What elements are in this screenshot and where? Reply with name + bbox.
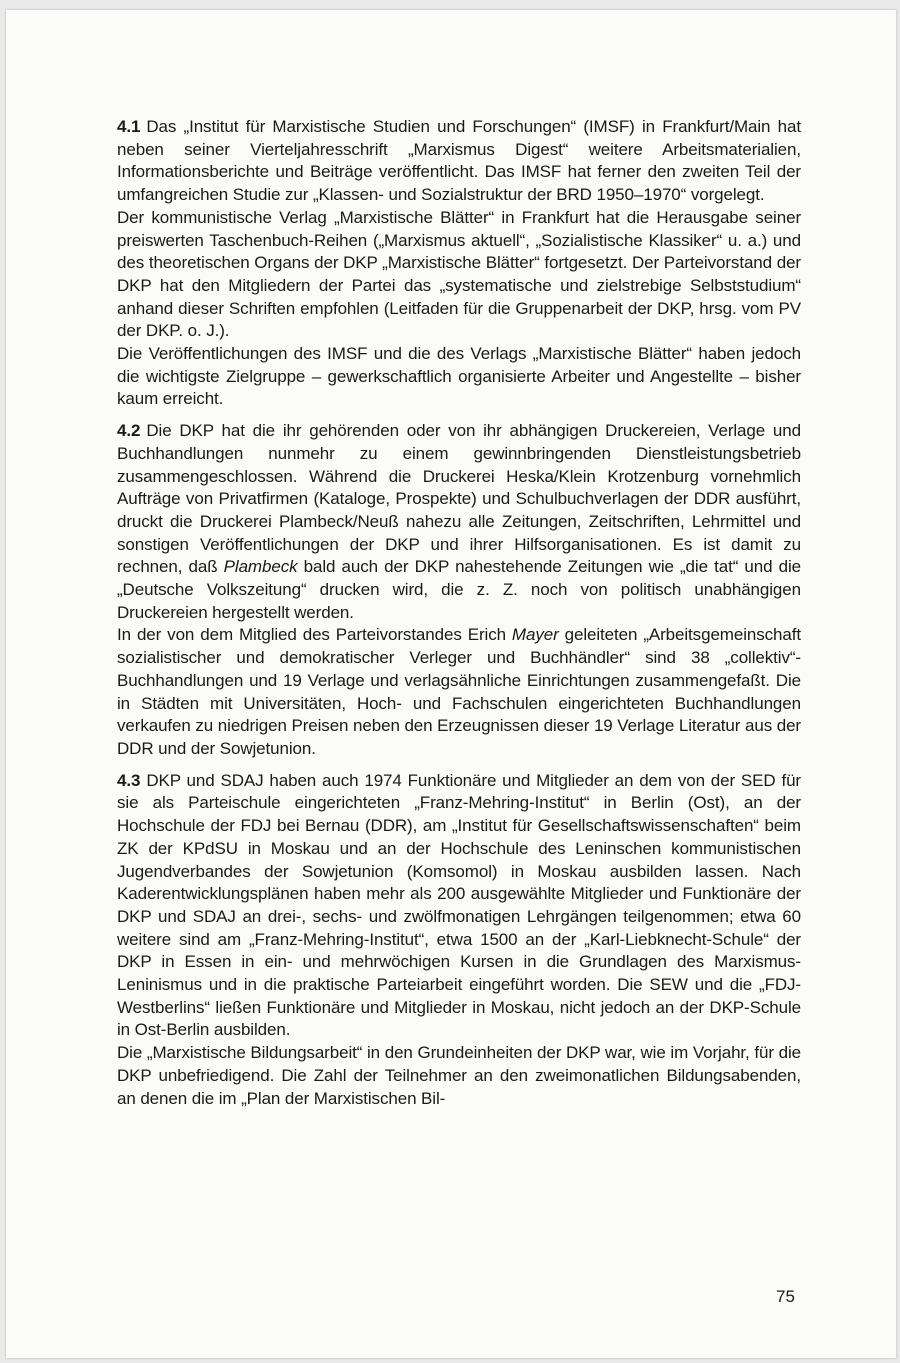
document-page bbox=[6, 10, 896, 1358]
paragraph: Die Veröffentlichungen des IMSF und die des Verlags „Marxistische Blätter“ haben jedoch die wichtigste Zielgruppe – gewerkschaftlich organisierte Arbeiter und Angestellte – bisher kaum erreicht. bbox=[117, 344, 801, 409]
section-4-2 bbox=[117, 420, 801, 761]
page-body bbox=[117, 116, 801, 1119]
emphasis-plambeck: Plambeck bbox=[223, 557, 298, 577]
section-number: 4.3 bbox=[117, 770, 141, 790]
emphasis-mayer: Mayer bbox=[511, 625, 559, 645]
section-4-1 bbox=[117, 116, 801, 411]
page-number: 75 bbox=[776, 1287, 795, 1306]
paragraph-text: DKP und SDAJ haben auch 1974 Funktionäre und Mitglieder an dem von der SED für sie als Parteischule eingerichteten „Franz-Mehring-Institut“ in Berlin (Ost), an der Hochschule der FDJ bei Bernau (DDR), am „Institut für Gesellschaftswissenschaften“ beim ZK der KPdSU in Moskau und an der Hochschule des Leninschen kommunistischen Jugendverbandes der Sowjetunion (Komsomol) in Moskau ausbilden lassen. Nach Kaderentwicklungsplänen haben mehr als 200 ausgewählte Mitglieder und Funktionäre der DKP und SDAJ an drei-, sechs- und zwölfmonatigen Lehrgängen teilgenommen; etwa 60 weitere sind am „Franz-Mehring-Institut“, etwa 1500 an der „Karl-Liebknecht-Schule“ der DKP in Essen in ein- und mehrwöchigen Kursen in die Grundlagen des Marxismus-Leninismus und in die praktische Parteiarbeit eingeführt worden. Die SEW und die „FDJ-Westberlins“ ließen Funktionäre und Mitglieder in Moskau, nicht jedoch an der DKP-Schule in Ost-Berlin ausbilden. bbox=[117, 770, 801, 1040]
paragraph-text: In der von dem Mitglied des Parteivorstandes Erich bbox=[117, 625, 506, 645]
paragraph bbox=[117, 116, 801, 207]
paragraph-text: Die DKP hat die ihr gehörenden oder von ihr abhängigen Druckereien, Verlage und Buchhandlungen nunmehr zu einem gewinnbringenden Dienstleistungsbetrieb zusammengeschlossen. Während die Druckerei Heska/Klein Krotzenburg vornehmlich Aufträge von Privatfirmen (Kataloge, Prospekte) und Schulbuchverlagen der DDR ausführt, druckt die Druckerei Plambeck/Neuß nahezu alle Zeitungen, Zeitschriften, Lehrmittel und sonstigen Veröffentlichungen der DKP und ihrer Hilfsorganisationen. Es ist damit zu rechnen, daß bbox=[117, 421, 801, 577]
paragraph-text: geleiteten „Arbeitsgemeinschaft sozialistischer und demokratischer Verleger und Buchhändler“ sind 38 „collektiv“-Buchhandlungen und 19 Verlage und verlagsähnliche Einrichtungen zusammengefaßt. Die in Städten mit Universitäten, Hoch- und Fachschulen eingerichteten Buchhandlungen verkaufen zu niedrigen Preisen neben den Erzeugnissen dieser 19 Verlage Literatur aus der DDR und der Sowjetunion. bbox=[117, 625, 801, 758]
paragraph bbox=[117, 770, 801, 1042]
paragraph-text: bald auch der DKP nahestehende Zeitungen wie „die tat“ und die „Deutsche Volkszeitung“ drucken wird, die z. Z. noch von politisch unabhängigen Druckereien hergestellt werden. bbox=[117, 557, 801, 622]
section-number: 4.2 bbox=[117, 421, 141, 441]
paragraph: Die „Marxistische Bildungsarbeit“ in den Grundeinheiten der DKP war, wie im Vorjahr, für die DKP unbefriedigend. Die Zahl der Teilnehmer an den zweimonatlichen Bildungsabenden, an denen die im „Plan der Marxistischen Bil- bbox=[117, 1043, 801, 1108]
section-4-3 bbox=[117, 770, 801, 1111]
paragraph: Der kommunistische Verlag „Marxistische Blätter“ in Frankfurt hat die Herausgabe seiner preiswerten Taschenbuch-Reihen („Marxismus aktuell“, „Sozialistische Klassiker“ u. a.) und des theoretischen Organs der DKP „Marxistische Blätter“ fortgesetzt. Der Parteivorstand der DKP hat den Mitgliedern der Partei das „systematische und zielstrebige Selbststudium“ anhand dieser Schriften empfohlen (Leitfaden für die Gruppenarbeit der DKP, hrsg. vom PV der DKP. o. J.). bbox=[117, 207, 801, 341]
paragraph bbox=[117, 420, 801, 624]
paragraph-text: Das „Institut für Marxistische Studien und Forschungen“ (IMSF) in Frankfurt/Main hat neben seiner Vierteljahresschrift „Marxismus Digest“ weitere Arbeitsmaterialien, Informationsberichte und Beiträge veröffentlicht. Das IMSF hat ferner den zweiten Teil der umfangreichen Studie zur „Klassen- und Sozialstruktur der BRD 1950–1970“ vorgelegt. bbox=[117, 117, 801, 205]
section-number: 4.1 bbox=[117, 117, 141, 136]
paragraph bbox=[117, 624, 801, 760]
